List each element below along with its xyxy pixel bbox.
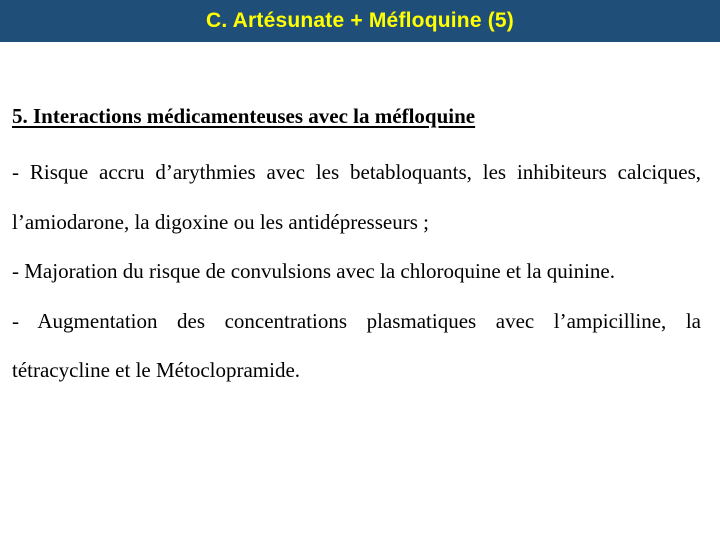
body-text — [12, 148, 701, 396]
section-heading: 5. Interactions médicamenteuses avec la méfloquine — [12, 104, 476, 128]
paragraph-arythmies: - Risque accru d’arythmies avec les betabloquants, les inhibiteurs calciques, l’amiodarone, la digoxine ou les antidépresseurs ; — [12, 160, 701, 234]
paragraph-concentrations: - Augmentation des concentrations plasmatiques avec l’ampicilline, la tétracycline et le Métoclopramide. — [12, 308, 701, 382]
paragraph-convulsions: - Majoration du risque de convulsions avec la chloroquine et la quinine. — [12, 259, 616, 283]
title-bar — [0, 0, 720, 42]
slide-title: C. Artésunate + Méfloquine (5) — [205, 9, 514, 32]
